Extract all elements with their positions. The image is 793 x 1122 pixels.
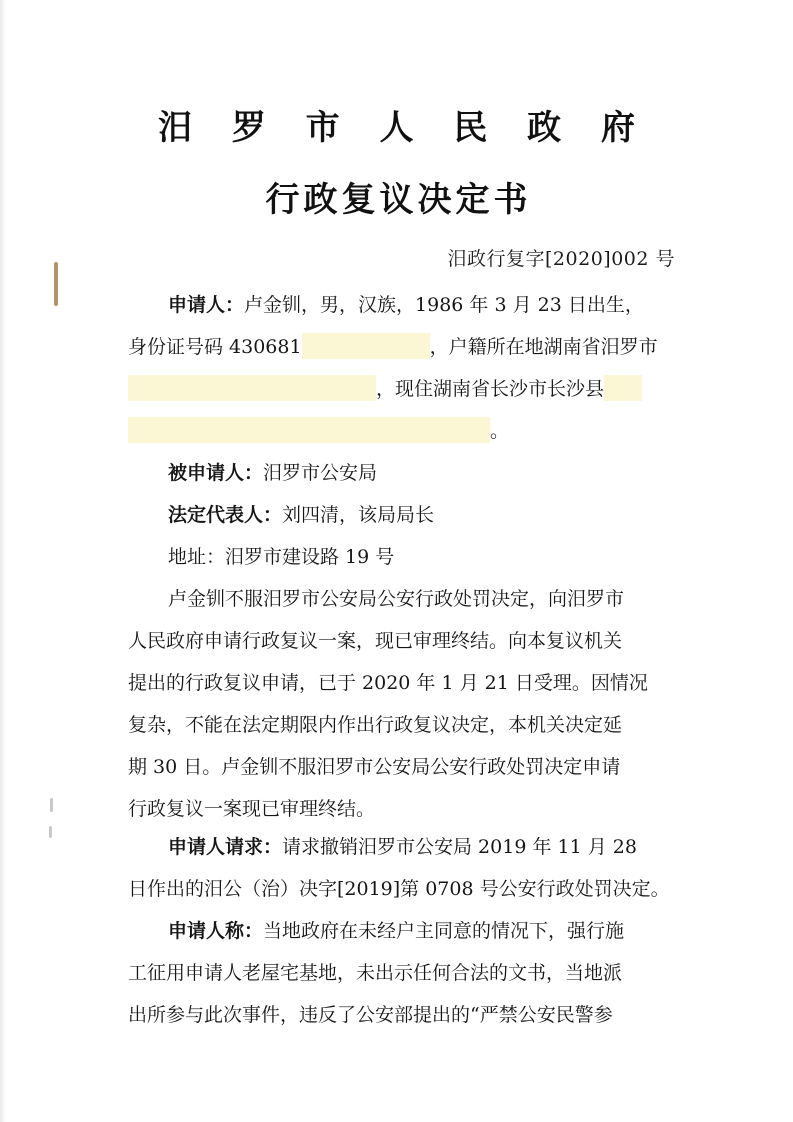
request-line-1: 申请人请求：请求撤销汨罗市公安局 2019 年 11 月 28 <box>168 836 637 858</box>
respondent-label: 被申请人： <box>168 462 264 484</box>
claim-label: 申请人称： <box>168 920 264 942</box>
representative-line <box>128 494 673 536</box>
issuer-title: 汨 罗 市 人 民 政 府 <box>157 108 650 148</box>
applicant-line-4: 。 <box>128 410 673 452</box>
claim-line-2: 工征用申请人老屋宅基地，未出示任何合法的文书，当地派 <box>128 962 623 984</box>
case-summary-line: 人民政府申请行政复议一案，现已审理终结。向本复议机关 <box>128 630 623 652</box>
redacted-current-address <box>128 417 490 443</box>
respondent-section <box>128 452 673 578</box>
representative-label: 法定代表人： <box>168 504 283 526</box>
scan-speck <box>54 262 58 306</box>
respondent-line <box>128 452 673 494</box>
scan-speck <box>50 798 53 812</box>
applicant-label: 申请人： <box>168 294 245 316</box>
case-summary-line: 行政复议一案现已审理终结。 <box>128 798 376 820</box>
case-summary-line: 期 30 日。卢金钏不服汨罗市公安局公安行政处罚决定申请 <box>128 756 621 778</box>
claim-line-1: 申请人称：当地政府在未经户主同意的情况下，强行施 <box>168 920 625 942</box>
applicant-line-1: 申请人：卢金钏，男，汉族，1986 年 3 月 23 日出生， <box>168 294 644 316</box>
representative-value: 刘四清，该局局长 <box>282 504 435 526</box>
redacted-id-number <box>302 333 430 359</box>
claim-line-3: 出所参与此次事件，违反了公安部提出的“严禁公安民警参 <box>128 1004 613 1026</box>
request-label: 申请人请求： <box>168 836 283 858</box>
scan-edge-shadow <box>0 0 6 1122</box>
address-line: 地址：汨罗市建设路 19 号 <box>168 546 395 568</box>
case-summary-line: 复杂，不能在法定期限内作出行政复议决定，本机关决定延 <box>128 714 623 736</box>
request-section <box>128 826 673 910</box>
document-number: 汨政行复字[2020]002 号 <box>447 248 675 270</box>
case-summary-section <box>128 578 673 830</box>
request-line-2: 日作出的汨公（治）决字[2019]第 0708 号公安行政处罚决定。 <box>128 878 670 900</box>
applicant-line-2: 身份证号码 430681 ，户籍所在地湖南省汨罗市 <box>128 326 673 368</box>
redacted-current-address-start <box>604 375 642 401</box>
document-title: 行政复议决定书 <box>265 180 532 220</box>
case-summary-line: 提出的行政复议申请，已于 2020 年 1 月 21 日受理。因情况 <box>128 672 648 694</box>
redacted-registered-address <box>128 375 376 401</box>
applicant-section <box>128 284 673 452</box>
case-summary-line: 卢金钏不服汨罗市公安局公安行政处罚决定，向汨罗市 <box>168 588 625 610</box>
scan-speck <box>49 826 52 838</box>
applicant-line-3: ，现住湖南省长沙市长沙县 <box>128 368 673 410</box>
claim-section <box>128 910 673 1036</box>
respondent-value: 汨罗市公安局 <box>263 462 378 484</box>
